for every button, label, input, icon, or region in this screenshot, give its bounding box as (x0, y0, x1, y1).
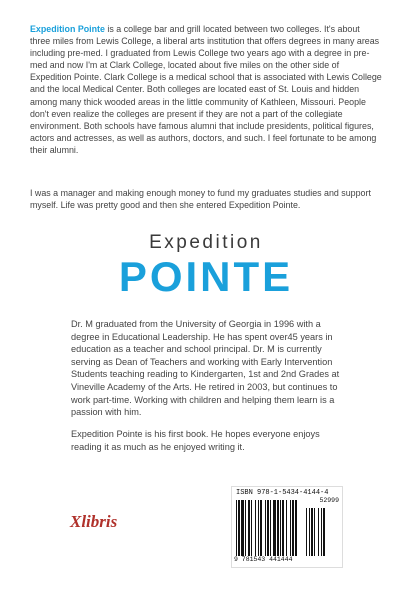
publisher-logo: Xlibris (70, 512, 118, 531)
blurb-highlight: Expedition Pointe (30, 24, 105, 34)
barcode-area (231, 486, 343, 568)
title-pointe: POINTE (118, 253, 294, 300)
author-bio-2: Expedition Pointe is his first book. He hopes everyone enjoys reading it as much as he enjoyed writing it. (71, 429, 320, 452)
price-code: 52999 (319, 497, 339, 504)
barcode-icon (236, 500, 338, 556)
blurb-paragraph-2: I was a manager and making enough money to fund my graduates studies and support myself. Life was pretty good and then she entered Expedition Pointe. (30, 188, 371, 211)
blurb-text: is a college bar and grill located between two colleges. It's about three miles from Lewis College, a liberal arts institution that offers degrees in many areas including pre-med. I graduated from Lewis College two years ago with a degree in pre-med and now I'm at Clark College, located about five miles on the other side of Expedition Pointe. Clark College is a medical school that is associated with Lewis College and the local Medical Center. Both colleges are located east of St. Louis and hidden among many thick wooded areas in the little community of Kathleen, Missouri. People don't even realize the colleges are present if they are not a part of the collegiate environment. Both schools have famous alumni that include presidents, political figures, actors and actresses, as well as authors, doctors, and such. I feel fortunate to be among their alumni. (30, 24, 382, 155)
ean-number: 9 781543 441444 (234, 556, 293, 563)
title-expedition: Expedition (149, 232, 263, 253)
isbn-label: ISBN 978-1-5434-4144-4 (236, 489, 329, 497)
blurb-paragraph (30, 23, 382, 156)
author-bio: Dr. M graduated from the University of Georgia in 1996 with a degree in Educational Leadership. He has spent over45 years in education as a teacher and school principal. Dr. M is currently serving as Dean of Teachers and working with Early Intervention Students teaching reading to Kindergarten, 1st and 2nd Grades at Vineville Academy of the Arts. He retired in 2003, but continues to work part-time. Working with children and helping them learn is a passion with him. (71, 319, 340, 418)
